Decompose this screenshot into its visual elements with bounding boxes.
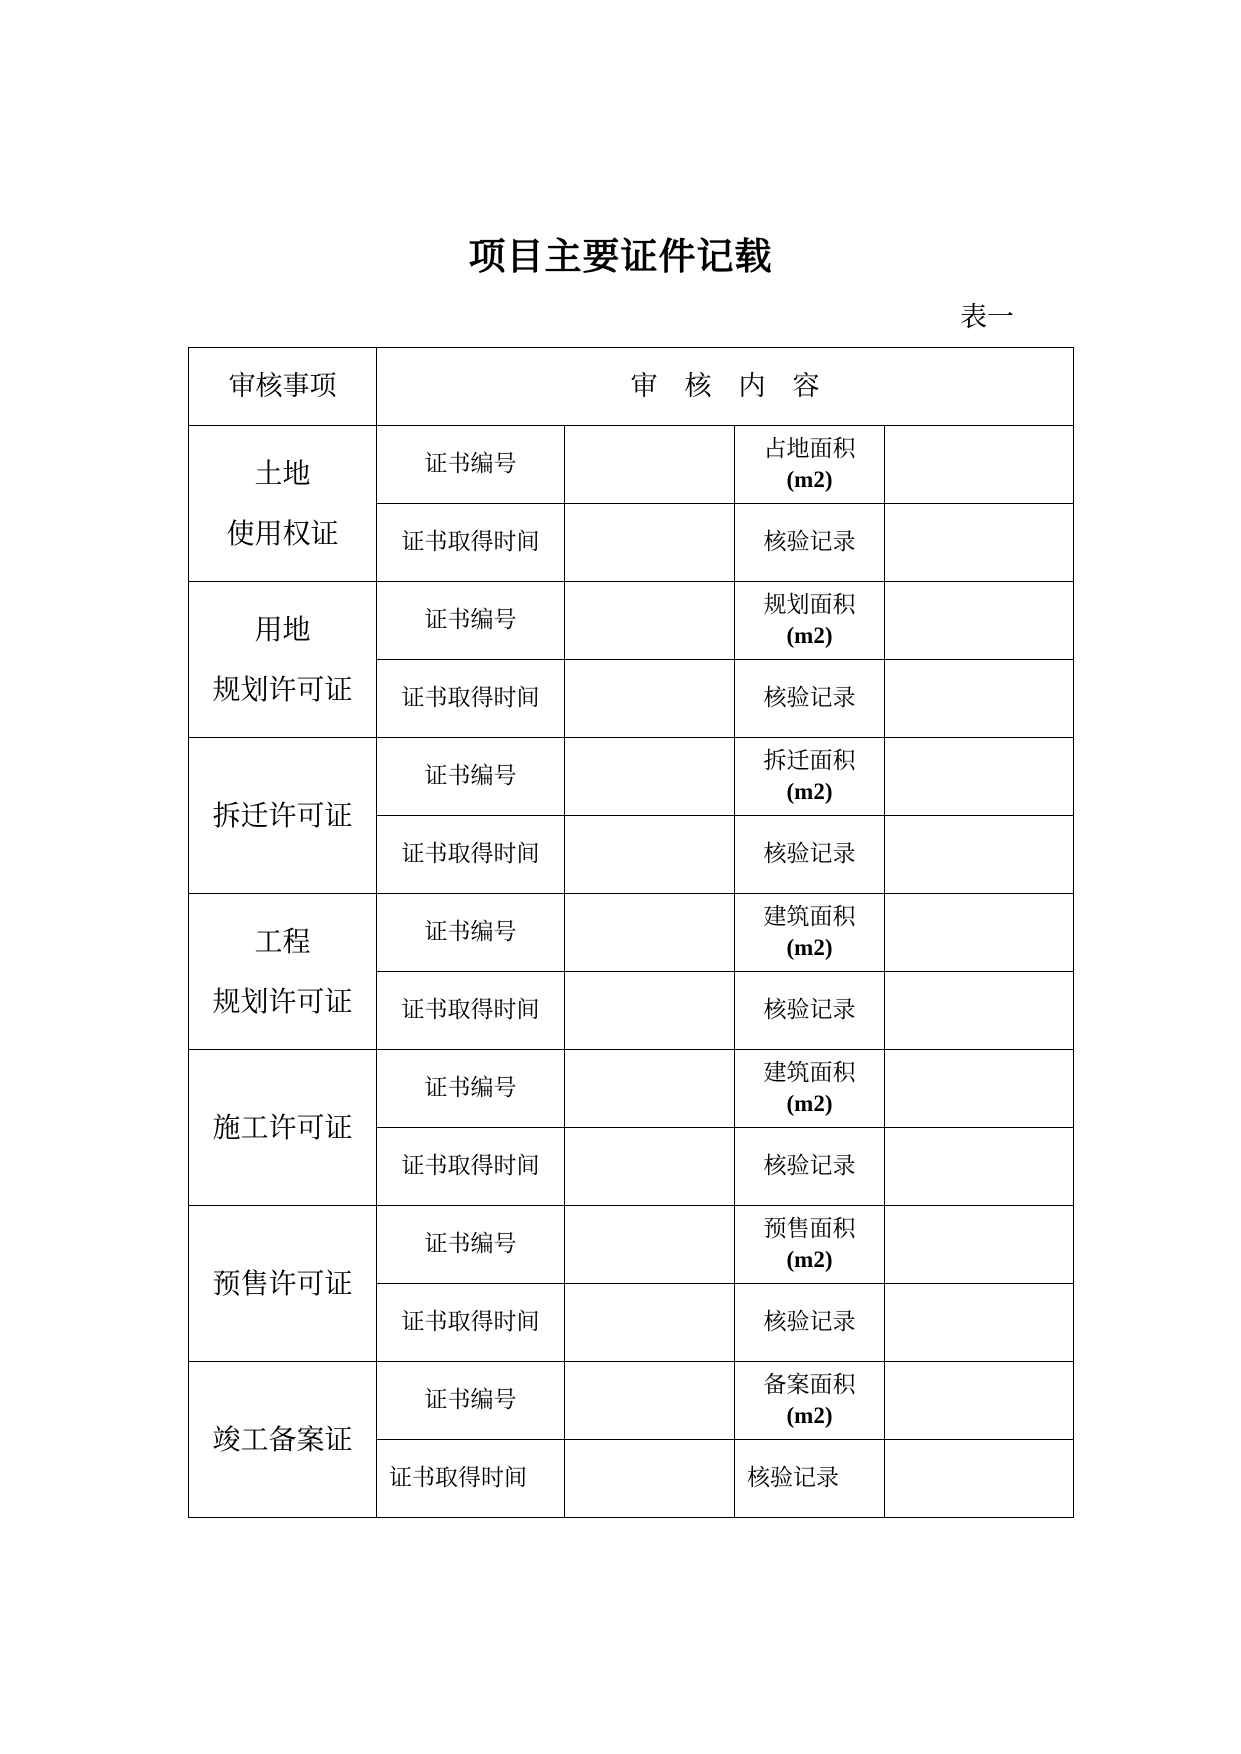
review-item-name	[189, 894, 377, 1050]
area-unit: (m2)	[786, 1246, 833, 1272]
area-label-text: 占地面积	[763, 435, 856, 462]
verify-record-value-cell[interactable]	[885, 1128, 1074, 1206]
verify-record-value-cell[interactable]	[885, 660, 1074, 738]
cert-time-label: 证书取得时间	[377, 504, 565, 582]
area-label-text: 建筑面积	[763, 1059, 856, 1086]
cert-time-value-cell[interactable]	[565, 1440, 735, 1518]
review-item-line: 使用权证	[226, 516, 339, 550]
header-review-item: 审核事项	[189, 348, 377, 426]
cert-number-value-cell[interactable]	[565, 582, 735, 660]
area-value-cell[interactable]	[885, 894, 1074, 972]
review-item-line: 用地	[254, 612, 311, 646]
table-row	[189, 738, 1074, 816]
cert-number-label: 证书编号	[377, 1206, 565, 1284]
verify-record-value-cell[interactable]	[885, 504, 1074, 582]
cert-number-label: 证书编号	[377, 738, 565, 816]
review-item-name	[189, 738, 377, 894]
area-label	[735, 582, 885, 660]
review-item-line: 规划许可证	[212, 984, 353, 1018]
cert-time-value-cell[interactable]	[565, 816, 735, 894]
review-item-line: 拆迁许可证	[212, 798, 353, 832]
review-item-name	[189, 1362, 377, 1518]
cert-number-value-cell[interactable]	[565, 426, 735, 504]
cert-time-value-cell[interactable]	[565, 660, 735, 738]
review-item-name	[189, 426, 377, 582]
table-row	[189, 426, 1074, 504]
area-label	[735, 1206, 885, 1284]
cert-number-label: 证书编号	[377, 426, 565, 504]
cert-time-label: 证书取得时间	[377, 1128, 565, 1206]
verify-record-value-cell[interactable]	[885, 816, 1074, 894]
area-unit: (m2)	[786, 934, 833, 960]
area-unit: (m2)	[786, 778, 833, 804]
verify-record-value-cell[interactable]	[885, 1440, 1074, 1518]
review-item-line: 施工许可证	[212, 1110, 353, 1144]
cert-time-value-cell[interactable]	[565, 972, 735, 1050]
verify-record-label: 核验记录	[735, 972, 885, 1050]
cert-number-value-cell[interactable]	[565, 894, 735, 972]
verify-record-value-cell[interactable]	[885, 972, 1074, 1050]
review-item-line: 土地	[254, 456, 311, 490]
table-row	[189, 1362, 1074, 1440]
cert-time-label: 证书取得时间	[377, 816, 565, 894]
area-unit: (m2)	[786, 622, 833, 648]
verify-record-label: 核验记录	[735, 660, 885, 738]
area-value-cell[interactable]	[885, 1362, 1074, 1440]
cert-number-value-cell[interactable]	[565, 1206, 735, 1284]
table-row	[189, 582, 1074, 660]
area-value-cell[interactable]	[885, 582, 1074, 660]
cert-time-label: 证书取得时间	[377, 972, 565, 1050]
area-label	[735, 894, 885, 972]
area-value-cell[interactable]	[885, 426, 1074, 504]
verify-record-label: 核验记录	[735, 816, 885, 894]
verify-record-label: 核验记录	[735, 504, 885, 582]
area-value-cell[interactable]	[885, 1206, 1074, 1284]
area-label-text: 建筑面积	[763, 903, 856, 930]
verify-record-label: 核验记录	[735, 1284, 885, 1362]
area-value-cell[interactable]	[885, 738, 1074, 816]
area-label-text: 备案面积	[763, 1371, 856, 1398]
certificate-records-table	[188, 347, 1074, 1518]
document-title: 项目主要证件记载	[468, 234, 773, 278]
review-item-line: 预售许可证	[212, 1266, 353, 1300]
cert-time-value-cell[interactable]	[565, 1128, 735, 1206]
area-label-text: 预售面积	[763, 1215, 856, 1242]
cert-time-label: 证书取得时间	[377, 660, 565, 738]
cert-time-label: 证书取得时间	[377, 1284, 565, 1362]
review-item-line: 竣工备案证	[212, 1422, 353, 1456]
area-unit: (m2)	[786, 1402, 833, 1428]
review-item-name	[189, 1206, 377, 1362]
area-label	[735, 1050, 885, 1128]
area-label-text: 规划面积	[763, 591, 856, 618]
cert-number-label: 证书编号	[377, 1362, 565, 1440]
table-number: 表一	[960, 302, 1014, 333]
area-unit: (m2)	[786, 466, 833, 492]
verify-record-label: 核验记录	[735, 1440, 885, 1518]
review-item-line: 工程	[254, 924, 311, 958]
table-header-row	[189, 348, 1074, 426]
table-row	[189, 1206, 1074, 1284]
table-row	[189, 1050, 1074, 1128]
area-unit: (m2)	[786, 1090, 833, 1116]
cert-time-value-cell[interactable]	[565, 1284, 735, 1362]
review-item-name	[189, 582, 377, 738]
area-label	[735, 1362, 885, 1440]
review-item-name	[189, 1050, 377, 1206]
table-row	[189, 894, 1074, 972]
area-label	[735, 426, 885, 504]
cert-number-label: 证书编号	[377, 894, 565, 972]
cert-time-value-cell[interactable]	[565, 504, 735, 582]
area-label-text: 拆迁面积	[763, 747, 856, 774]
cert-number-label: 证书编号	[377, 582, 565, 660]
area-value-cell[interactable]	[885, 1050, 1074, 1128]
verify-record-value-cell[interactable]	[885, 1284, 1074, 1362]
verify-record-label: 核验记录	[735, 1128, 885, 1206]
cert-number-label: 证书编号	[377, 1050, 565, 1128]
cert-number-value-cell[interactable]	[565, 738, 735, 816]
review-item-line: 规划许可证	[212, 672, 353, 706]
cert-time-label: 证书取得时间	[377, 1440, 565, 1518]
cert-number-value-cell[interactable]	[565, 1050, 735, 1128]
cert-number-value-cell[interactable]	[565, 1362, 735, 1440]
area-label	[735, 738, 885, 816]
header-review-content: 审 核 内 容	[377, 348, 1074, 426]
